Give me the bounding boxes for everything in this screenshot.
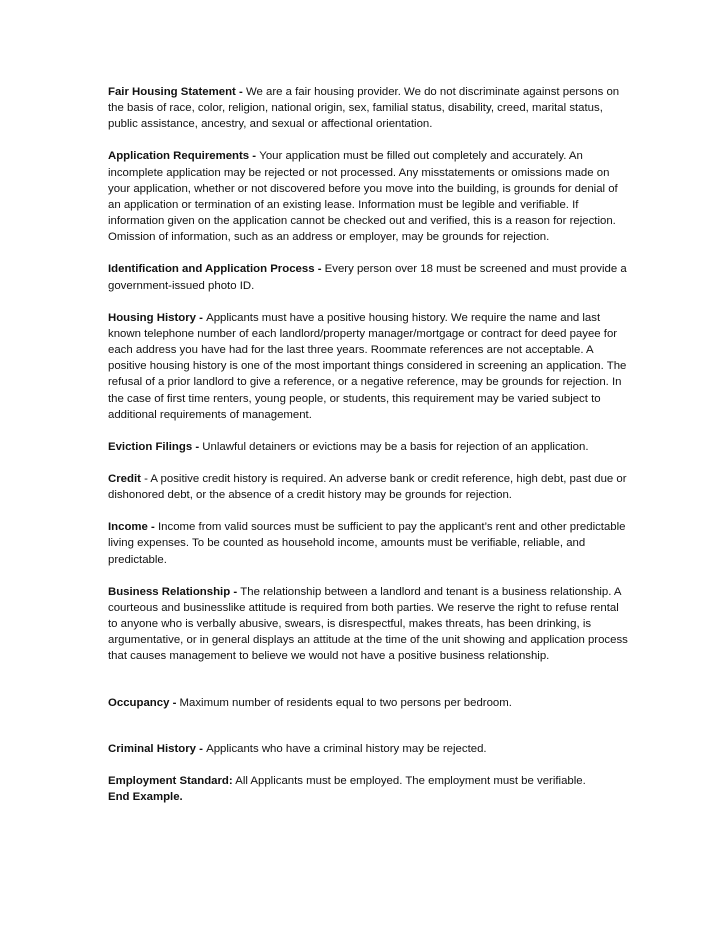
section-body: Unlawful detainers or evictions may be a basis for rejection of an application. (202, 440, 589, 453)
section-heading: Occupancy - (108, 696, 180, 709)
section-housing-history (108, 310, 628, 423)
section-body: All Applicants must be employed. The employment must be verifiable. (232, 774, 586, 787)
section-criminal-history (108, 741, 628, 757)
section-heading: Criminal History - (108, 742, 207, 755)
section-body: Maximum number of residents equal to two persons per bedroom. (179, 696, 512, 709)
section-occupancy (108, 695, 628, 711)
section-body: Applicants must have a positive housing history. We require the name and last known telephone number of each landlord/property manager/mortgage or contract for deed payee for each address you have had for the last three years. Roommate references are not acceptable. A positive housing history is one of the most important things considered in screening an application. The refusal of a prior landlord to give a reference, or a negative reference, may be grounds for rejection. In the case of first time renters, young people, or students, this requirement may be varied subject to additional requirements of management. (108, 311, 627, 421)
section-heading: Identification and Application Process - (108, 263, 325, 276)
section-body: - A positive credit history is required. An adverse bank or credit reference, high debt, past due or dishonored debt, or the absence of a credit history may be grounds for rejection. (108, 472, 627, 502)
section-heading: Business Relationship - (108, 585, 241, 598)
section-body: The relationship between a landlord and tenant is a business relationship. A courteous and businesslike attitude is required from both parties. We reserve the right to refuse rental to anyone who is verbally abusive, swears, is disrespectful, makes threats, has been drinking, is argumentative, or in general displays an attitude at the time of the unit showing and application process that causes management to believe we would not have a positive business relationship. (108, 585, 628, 663)
section-income (108, 519, 628, 567)
section-fair-housing (108, 84, 628, 132)
section-heading: Housing History - (108, 311, 207, 324)
section-body: Your application must be filled out completely and accurately. An incomplete application may be rejected or not processed. Any misstatements or omissions made on your application, whether or not discovered before you move into the building, is grounds for denial of an application or termination of an existing lease. Information must be legible and verifiable. If information given on the application cannot be checked out and verified, this is a reason for rejection. Omission of information, such as an address or employer, may be grounds for rejection. (108, 150, 618, 244)
section-heading: Employment Standard: (108, 774, 233, 787)
section-application-requirements (108, 148, 628, 245)
closing-line (108, 789, 628, 805)
section-heading: Eviction Filings - (108, 440, 203, 453)
section-heading: Application Requirements - (108, 150, 260, 163)
section-body: Every person over 18 must be screened and must provide a government-issued photo ID. (108, 263, 627, 292)
section-heading: Income - (108, 521, 159, 534)
section-body: Income from valid sources must be sufficient to pay the applicant’s rent and other predictable living expenses. To be counted as household income, amounts must be verifiable, reliable, and predictable. (108, 521, 626, 566)
document-page (108, 84, 628, 805)
closing-text: End Example. (108, 791, 183, 803)
section-business-relationship (108, 584, 628, 665)
section-heading: Credit (108, 472, 141, 485)
section-eviction-filings (108, 439, 628, 455)
section-employment-standard (108, 773, 628, 789)
section-identification (108, 261, 628, 293)
section-credit (108, 471, 628, 503)
section-body: We are a fair housing provider. We do not discriminate against persons on the basis of race, color, religion, national origin, sex, familial status, disability, creed, marital status, public assistance, ancestry, and sexual or affectional orientation. (108, 86, 620, 131)
section-heading: Fair Housing Statement - (108, 86, 246, 98)
section-body: Applicants who have a criminal history may be rejected. (206, 742, 487, 755)
